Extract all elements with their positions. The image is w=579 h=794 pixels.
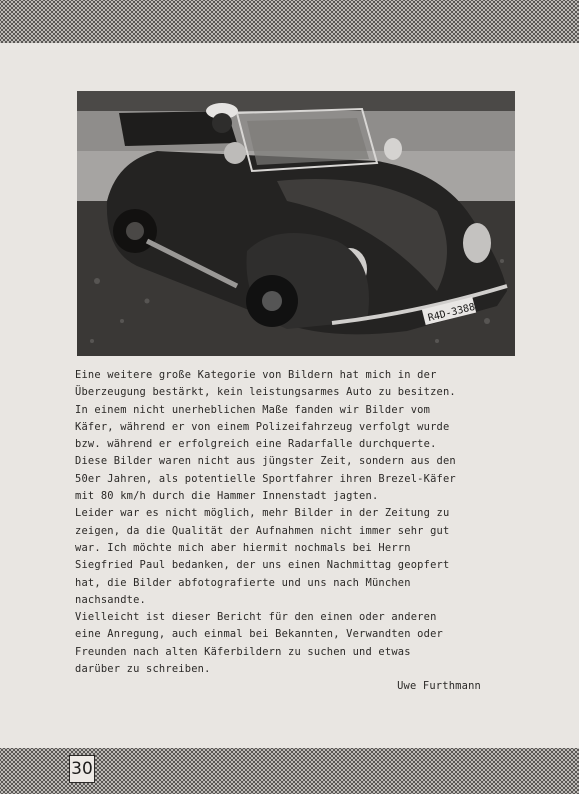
car-photo — [77, 91, 515, 356]
page-number: 30 — [69, 755, 95, 783]
article-line: eine Anregung, auch einmal bei Bekannten, Verwandten oder — [75, 628, 443, 641]
article-line: Vielleicht ist dieser Bericht für den einen oder anderen — [75, 611, 437, 624]
article-line: hat, die Bilder abfotografierte und uns nach München — [75, 576, 411, 589]
article-line: nachsandte. — [75, 593, 147, 606]
article-line: Freunden nach alten Käferbildern zu suchen und etwas — [75, 645, 411, 658]
article-line: Siegfried Paul bedanken, der uns einen Nachmittag geopfert — [75, 559, 450, 572]
article-line: Leider war es nicht möglich, mehr Bilder in der Zeitung zu — [75, 507, 450, 520]
article-line: Diese Bilder waren nicht aus jüngster Zeit, sondern aus den — [75, 455, 456, 468]
article-line: Eine weitere große Kategorie von Bildern hat mich in der — [75, 369, 437, 381]
article-body — [75, 367, 507, 696]
article-line: darüber zu schreiben. — [75, 663, 211, 676]
article-line: In einem nicht unerheblichen Maße fanden wir Bilder vom — [75, 403, 431, 416]
article-line: Überzeugung bestärkt, kein leistungsarmes Auto zu besitzen. — [75, 386, 456, 399]
license-plate-text: R4D-3388 — [426, 301, 477, 325]
article-line: 50er Jahren, als potentielle Sportfahrer ihren Brezel-Käfer — [75, 472, 456, 485]
article-line: mit 80 km/h durch die Hammer Innenstadt jagten. — [75, 490, 379, 503]
article-line: zeigen, da die Qualität der Aufnahmen nicht immer sehr gut — [75, 524, 450, 537]
beetle-convertible-image — [77, 91, 515, 356]
article-line: bzw. während er erfolgreich eine Radarfalle durchquerte. — [75, 438, 437, 451]
article-line: war. Ich möchte mich aber hiermit nochmals bei Herrn — [75, 541, 411, 554]
author-signature: Uwe Furthmann — [397, 680, 481, 693]
article-line: Käfer, während er von einem Polizeifahrzeug verfolgt wurde — [75, 420, 450, 433]
top-dither-band — [0, 0, 579, 43]
